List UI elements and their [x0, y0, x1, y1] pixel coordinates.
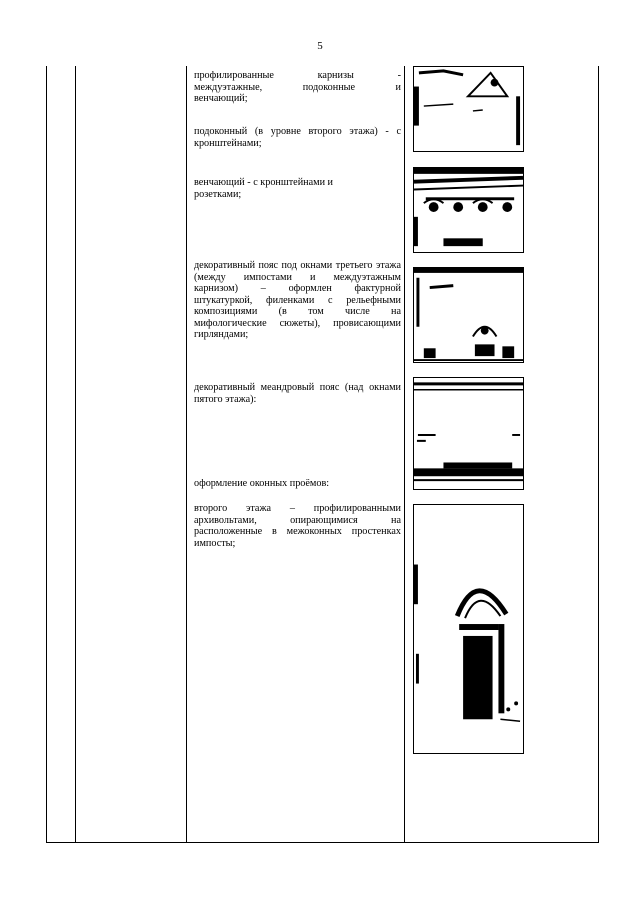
facade-photo-icon [414, 67, 523, 151]
cornice-photo-1 [413, 66, 524, 152]
decor-belt-text: декоративный пояс под окнами третьего этажа (между импостами и междуэтажным карнизом) – оформлен фактурной штукатуркой, филенками с рельефными композициями (в том числе на мифологические сюжеты), провисающими гирляндами; [194, 260, 401, 340]
decor-belt-photo [413, 267, 524, 363]
facade-photo-icon [414, 378, 523, 489]
column-divider-3 [404, 66, 405, 842]
window-design-text: оформление оконных проёмов: [194, 478, 330, 489]
cornice-photo-2 [413, 167, 524, 253]
cornices-line-2: междуэтажные, подоконные и [194, 81, 401, 93]
meander-belt-photo [413, 377, 524, 490]
sill-cornice-text: подоконный (в уровне второго этажа) - с кронштейнами; [194, 126, 401, 149]
arched-window-photo [413, 504, 524, 754]
cornices-text [194, 70, 401, 105]
cornices-line-3: венчающий; [194, 93, 248, 104]
facade-photo-icon [414, 268, 523, 362]
meander-belt-text: декоративный меандровый пояс (над окнами пятого этажа): [194, 382, 401, 405]
facade-photo-icon [414, 168, 523, 252]
second-floor-text: второго этажа – профилированными архивольтами, опирающимися на расположенные в межоконных простенках импосты; [194, 503, 401, 549]
crown-cornice-line-1: венчающий - с кронштейнами и [194, 177, 334, 188]
cornices-line-1: профилированные карнизы - [194, 70, 401, 81]
column-divider-1 [75, 66, 76, 842]
crown-cornice-text [194, 177, 401, 200]
facade-photo-icon [414, 505, 523, 753]
monument-table [46, 66, 599, 843]
column-divider-2 [186, 66, 187, 842]
page-number: 5 [317, 40, 323, 52]
crown-cornice-line-2: розетками; [194, 188, 242, 200]
